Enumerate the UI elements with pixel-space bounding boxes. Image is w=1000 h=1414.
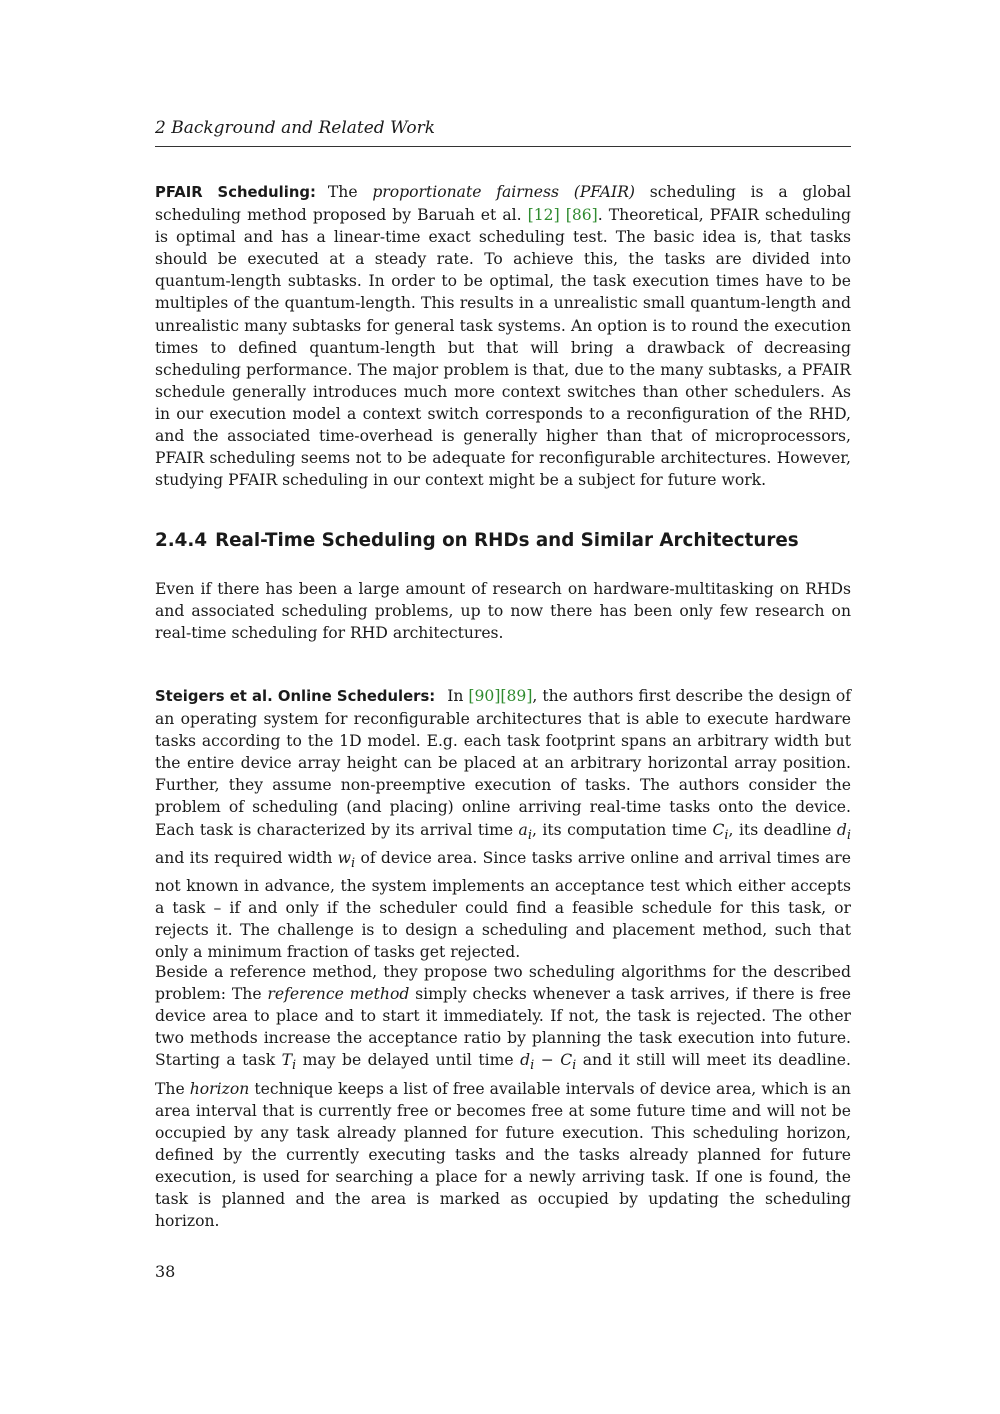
math-var: d <box>520 1051 531 1070</box>
header-rule <box>155 146 851 147</box>
paragraph-intro: Even if there has been a large amount of research on hardware-multitasking on RHDs and associated scheduling problems, up to now there has been only few research on real-time scheduling for RHD architectures. <box>155 580 851 643</box>
math-var: w <box>337 848 352 867</box>
text-span: The <box>327 183 373 201</box>
math-var: C <box>560 1051 573 1070</box>
math-subscript: i <box>724 827 729 843</box>
text-span: , its deadline <box>728 820 837 839</box>
text-span: and it still will meet its deadline. The <box>155 1051 851 1098</box>
page-number: 38 <box>155 1262 176 1281</box>
emphasis-term: proportionate fairness (PFAIR) <box>372 183 636 201</box>
text-span: . Theoretical, PFAIR scheduling is optimal and has a linear-time exact scheduling test. The basic idea is, that tasks should be executed at a steady rate. To achieve this, the tasks are divided into quantum-length subtasks. In order to be optimal, the task execution times have to be multiples of the quantum-length. This results in a unrealistic small quantum-length and unrealistic many subtasks for general task systems. An option is to round the execution times to defined quantum-length but that will bring a drawback of decreasing scheduling performance. The major problem is that, due to the many subtasks, a PFAIR schedule generally introduces much more context switches than other schedulers. As in our execution model a context switch corresponds to a reconfiguration of the RHD, and the associated time-overhead is generally higher than that of microprocessors, PFAIR scheduling seems not to be adequate for reconfigurable architectures. However, studying PFAIR scheduling in our context might be a subject for future work. <box>155 206 851 490</box>
math-subscript: i <box>292 1058 297 1074</box>
runin-heading-pfair: PFAIR Scheduling: <box>155 184 316 201</box>
math-subscript: i <box>846 827 851 843</box>
text-span: , the authors first describe the design of an operating system for reconfigurable architectures that is able to execute hardware tasks according to the 1D model. E.g. each task footprint spans an arbitrary width but the entire device array height can be placed at an arbitrary horizontal array position. Further, they assume non-preemptive execution of tasks. The authors consider the problem of scheduling (and placing) online arriving real-time tasks onto the device. Each task is characterized by its arrival time <box>155 687 851 839</box>
citation-link-12[interactable]: [12] <box>527 206 560 225</box>
math-var: C <box>712 820 725 839</box>
paragraph-steigers <box>155 685 851 963</box>
text-span: simply checks whenever a task arrives, if there is free device area to place and to start it immediately. If not, the task is rejected. The other two methods increase the acceptance ratio by planning the task execution into future. Starting a task <box>155 985 851 1070</box>
citation-link-90[interactable]: [90] <box>468 687 501 705</box>
emphasis-term: reference method <box>267 985 410 1004</box>
emphasis-term: horizon <box>189 1079 250 1098</box>
paragraph-reference-method <box>155 961 851 1232</box>
citation-link-89[interactable]: [89] <box>500 687 533 705</box>
math-operator: − <box>534 1051 561 1070</box>
math-var: a <box>518 820 528 839</box>
math-subscript: i <box>527 827 532 843</box>
text-span: and its required width <box>155 848 338 867</box>
text-span: scheduling is a global scheduling method proposed by Baruah et al. <box>155 183 851 225</box>
text-span: may be delayed until time <box>296 1051 521 1070</box>
section-number: 2.4.4 <box>155 530 208 551</box>
text-span: of device area. Since tasks arrive online and arrival times are not known in advance, the system implements an acceptance test which either accepts a task – if and only if the scheduler could find a feasible schedule for this task, or rejects it. The challenge is to design a scheduling and placement method, such that only a minimum fraction of tasks get rejected. <box>155 848 851 962</box>
text-span: , its computation time <box>532 820 713 839</box>
math-subscript: i <box>530 1058 535 1074</box>
text-span: Beside a reference method, they propose two scheduling algorithms for the described problem: The <box>155 963 851 1004</box>
runin-heading-steigers: Steigers et al. Online Schedulers: <box>155 688 436 705</box>
math-var: T <box>281 1051 293 1070</box>
section-heading <box>155 530 851 551</box>
paragraph-pfair <box>155 181 851 491</box>
section-title: Real-Time Scheduling on RHDs and Similar Architectures <box>215 530 799 551</box>
math-var: d <box>836 820 847 839</box>
math-subscript: i <box>572 1058 577 1074</box>
math-subscript: i <box>351 855 356 871</box>
text-span: In <box>447 687 469 705</box>
running-head: 2 Background and Related Work <box>155 118 436 138</box>
citation-link-86[interactable]: [86] <box>565 206 598 225</box>
text-span: technique keeps a list of free available intervals of device area, which is an area interval that is currently free or becomes free at some future time and will not be occupied by any task already planned for future execution. This scheduling horizon, defined by the currently executing tasks and the tasks already planned for future execution, is used for searching a place for a newly arriving task. If one is found, the task is planned and the area is marked as occupied by updating the scheduling horizon. <box>155 1079 851 1231</box>
